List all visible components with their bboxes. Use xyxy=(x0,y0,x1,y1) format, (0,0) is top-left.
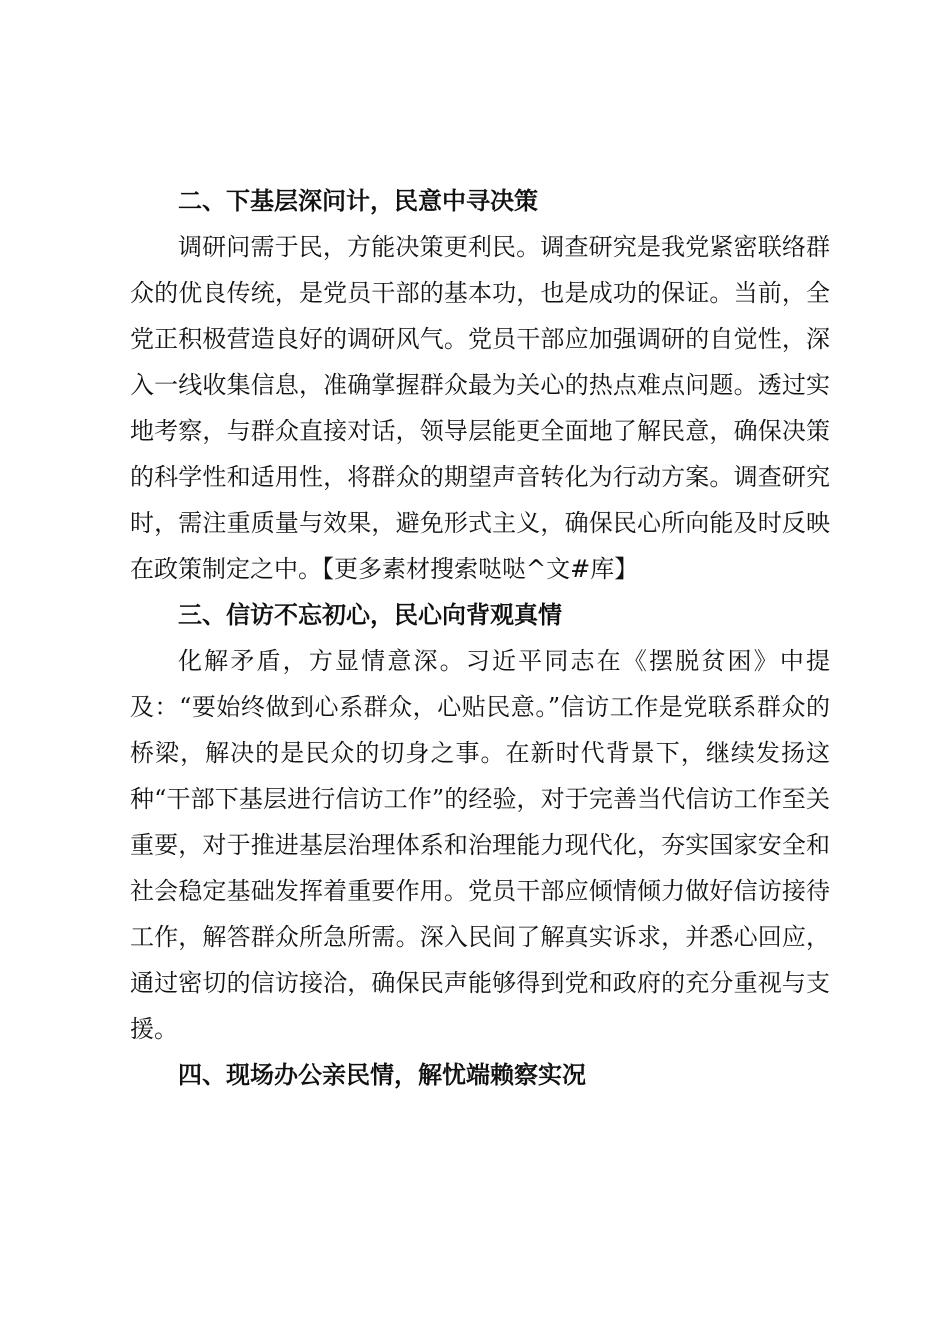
section-3-paragraph: 化解矛盾，方显情意深。习近平同志在《摆脱贫困》中提及：“要始终做到心系群众，心贴民意。”信访工作是党联系群众的桥梁，解决的是民众的切身之事。在新时代背景下，继续发扬这种“干部下基层进行信访工作”的经验，对于完善当代信访工作至关重要，对于推进基层治理体系和治理能力现代化，夯实国家安全和社会稳定基础发挥着重要作用。党员干部应倾情倾力做好信访接待工作，解答群众所急所需。深入民间了解真实诉求，并悉心回应，通过密切的信访接洽，确保民声能够得到党和政府的充分重视与支援。 xyxy=(130,647,830,1043)
section-3-heading: 三、信访不忘初心，民心向背观真情 xyxy=(178,601,562,629)
section-4-heading: 四、现场办公亲民情，解忧端赖察实况 xyxy=(178,1061,586,1089)
document-body xyxy=(130,178,830,1098)
section-2-heading: 二、下基层深问计，民意中寻决策 xyxy=(178,187,538,215)
section-2-paragraph: 调研问需于民，方能决策更利民。调查研究是我党紧密联络群众的优良传统，是党员干部的基本功，也是成功的保证。当前，全党正积极营造良好的调研风气。党员干部应加强调研的自觉性，深入一线收集信息，准确掌握群众最为关心的热点难点问题。透过实地考察，与群众直接对话，领导层能更全面地了解民意，确保决策的科学性和适用性，将群众的期望声音转化为行动方案。调查研究时，需注重质量与效果，避免形式主义，确保民心所向能及时反映在政策制定之中。【更多素材搜索哒哒^文#库】 xyxy=(130,233,830,583)
